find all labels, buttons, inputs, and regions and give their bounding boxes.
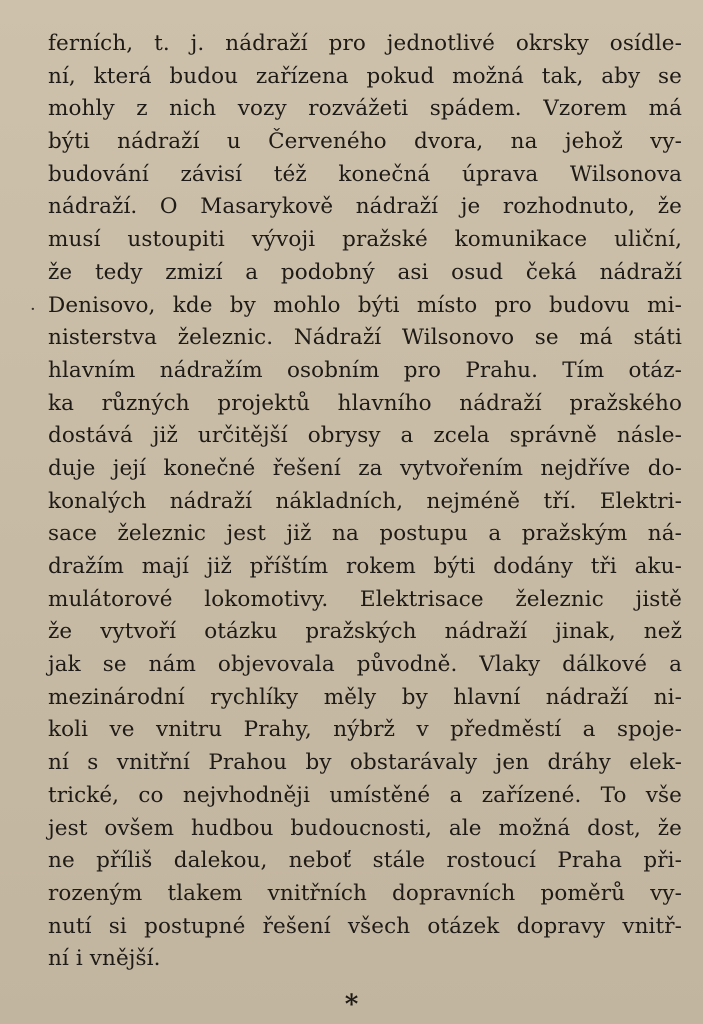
text-line: dražím mají již příštím rokem býti dodány tři aku- (48, 554, 682, 579)
text-line: budování závisí též konečná úprava Wilsonova (48, 161, 682, 187)
text-line: jak se nám objevovala původně. Vlaky dálkové a (48, 652, 682, 678)
text-line: mezinárodní rychlíky měly by hlavní nádraží ni- (48, 684, 682, 710)
text-line: ka různých projektů hlavního nádraží pražského (48, 390, 682, 416)
section-separator: * (344, 990, 359, 1020)
margin-mark: · (30, 299, 36, 320)
text-line: trické, co nejvhodněji umístěné a zařízené. To vše (48, 782, 682, 808)
text-line: dostává již určitější obrysy a zcela správně násle- (48, 423, 682, 449)
text-line: koli ve vnitru Prahy, nýbrž v předměstí a spoje- (48, 717, 682, 743)
text-line: Denisovo, kde by mohlo býti místo pro budovu mi- (48, 292, 682, 318)
text-line: musí ustoupiti vývoji pražské komunikace uliční, (48, 227, 682, 253)
text-line: ní, která budou zařízena pokud možná tak, aby se (48, 63, 682, 89)
text-line: mohly z nich vozy rozvážeti spádem. Vzorem má (48, 96, 682, 122)
text-line: nádraží. O Masarykově nádraží je rozhodnuto, že (48, 194, 682, 220)
text-line: ní s vnitřní Prahou by obstarávaly jen dráhy elek- (48, 750, 682, 776)
text-line: sace železnic jest již na postupu a pražským ná- (48, 521, 682, 547)
text-line: nutí si postupné řešení všech otázek dopravy vnitř- (48, 913, 682, 939)
text-line-last: ní i vnější. (48, 946, 161, 972)
body-text (48, 28, 682, 976)
text-line: že tedy zmizí a podobný asi osud čeká nádraží (48, 259, 682, 285)
text-line: konalých nádraží nákladních, nejméně tří. Elektri- (48, 488, 682, 514)
text-line: že vytvoří otázku pražských nádraží jinak, než (48, 619, 682, 645)
text-line: jest ovšem hudbou budoucnosti, ale možná dost, že (48, 815, 682, 841)
text-line: ne příliš dalekou, neboť stále rostoucí Praha při- (48, 848, 682, 874)
text-line: rozeným tlakem vnitřních dopravních poměrů vy- (48, 880, 682, 906)
text-line: býti nádraží u Červeného dvora, na jehož vy- (48, 129, 682, 155)
text-line: mulátorové lokomotivy. Elektrisace železnic jistě (48, 586, 682, 612)
text-line: hlavním nádražím osobním pro Prahu. Tím otáz- (48, 357, 682, 383)
text-line: nisterstva železnic. Nádraží Wilsonovo se má státi (48, 325, 682, 351)
text-line: duje její konečné řešení za vytvořením nejdříve do- (48, 455, 682, 481)
text-line: ferních, t. j. nádraží pro jednotlivé okrsky osídle- (48, 31, 682, 56)
